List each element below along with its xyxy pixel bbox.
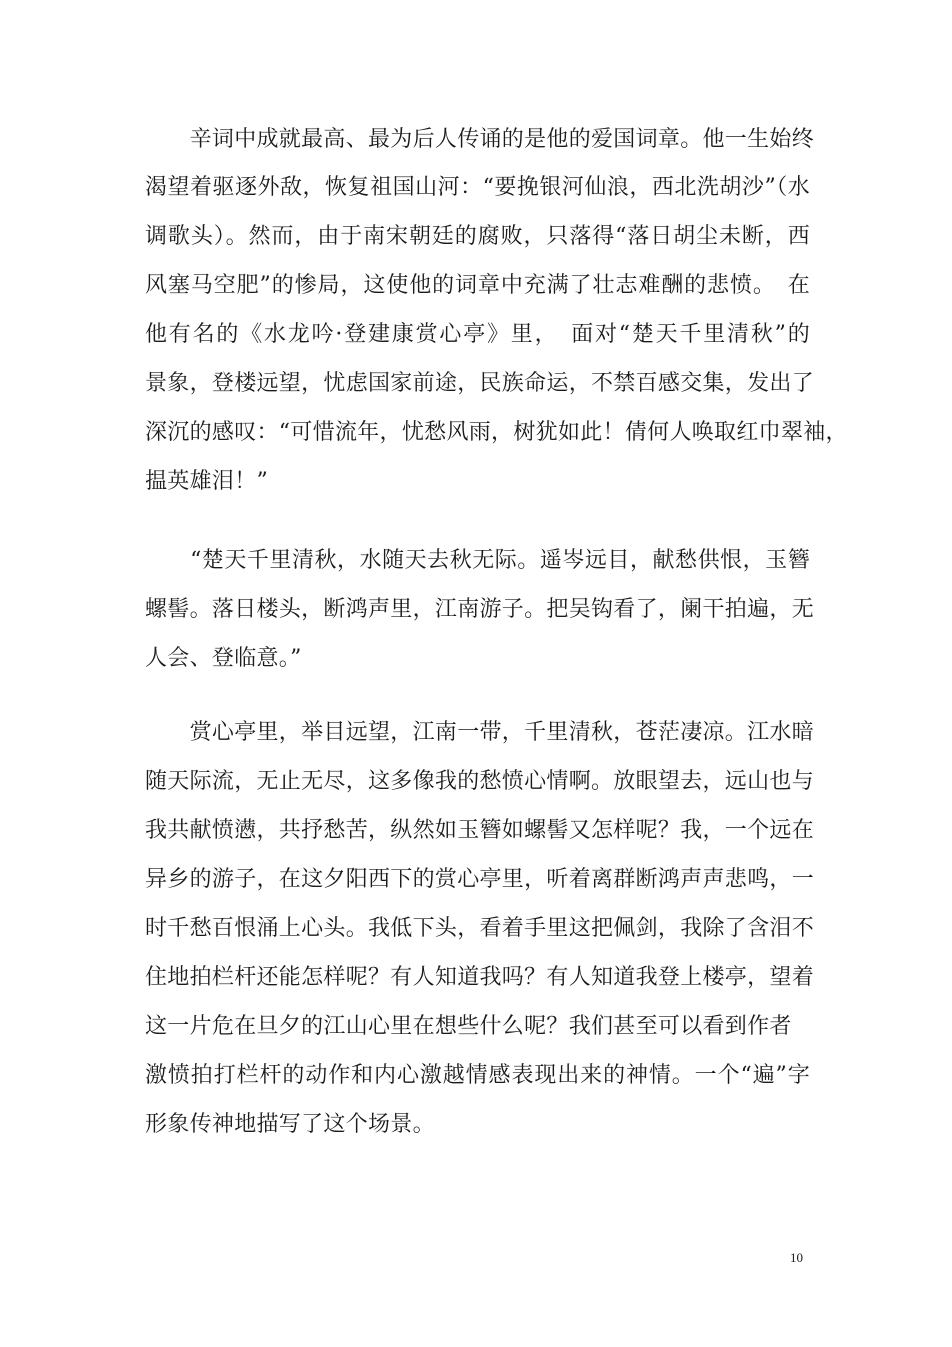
paragraph-line: 辛词中成就最高、最为后人传诵的是他的爱国词章。他一生始终 [145, 127, 815, 152]
paragraph-line: 景象，登楼远望，忧虑国家前途，民族命运，不禁百感交集，发出了 [145, 371, 815, 396]
paragraph-line: 异乡的游子，在这夕阳西下的赏心亭里，听着离群断鸿声声悲鸣，一 [145, 867, 815, 892]
paragraph-line: 人会、登临意。” [145, 646, 302, 671]
page-number: 10 [790, 1250, 803, 1265]
paragraph-line: 随天际流，无止无尽，这多像我的愁愤心情啊。放眼望去，远山也与 [145, 769, 815, 794]
paragraph-line: 风塞马空肥”的惨局，这使他的词章中充满了壮志难酬的悲愤。 在 [145, 273, 810, 298]
paragraph-line: 揾英雄泪！” [145, 469, 269, 494]
paragraph-line: 形象传神地描写了这个场景。 [145, 1112, 435, 1137]
paragraph-line: 螺髻。落日楼头，断鸿声里，江南游子。把吴钩看了，阑干拍遍，无 [145, 597, 815, 622]
paragraph-line: 这一片危在旦夕的江山心里在想些什么呢？我们甚至可以看到作者 [145, 1014, 792, 1039]
paragraph-line: 渴望着驱逐外敌，恢复祖国山河：“要挽银河仙浪，西北洗胡沙”（水 [145, 175, 810, 200]
paragraph-line: 调歌头）。然而，由于南宋朝廷的腐败，只落得“落日胡尘未断，西 [145, 224, 810, 249]
paragraph-line: 赏心亭里，举目远望，江南一带，千里清秋，苍茫凄凉。江水暗 [145, 720, 815, 745]
paragraph-line: “楚天千里清秋，水随天去秋无际。遥岑远目，献愁供恨，玉簪 [145, 548, 810, 573]
paragraph-line: 我共献愤懑，共抒愁苦，纵然如玉簪如螺髻又怎样呢？我，一个远在 [145, 818, 815, 843]
paragraph-line: 深沉的感叹：“可惜流年，忧愁风雨，树犹如此！倩何人唤取红巾翠袖， [145, 420, 848, 445]
paragraph-line: 他有名的《水龙吟·登建康赏心亭》里， 面对“楚天千里清秋”的 [145, 322, 810, 347]
paragraph-line: 激愤拍打栏杆的动作和内心激越情感表现出来的神情。一个“遍”字 [145, 1063, 810, 1088]
paragraph-line: 时千愁百恨涌上心头。我低下头，看着手里这把佩剑，我除了含泪不 [145, 916, 815, 941]
paragraph-line: 住地拍栏杆还能怎样呢？有人知道我吗？有人知道我登上楼亭，望着 [145, 965, 815, 990]
